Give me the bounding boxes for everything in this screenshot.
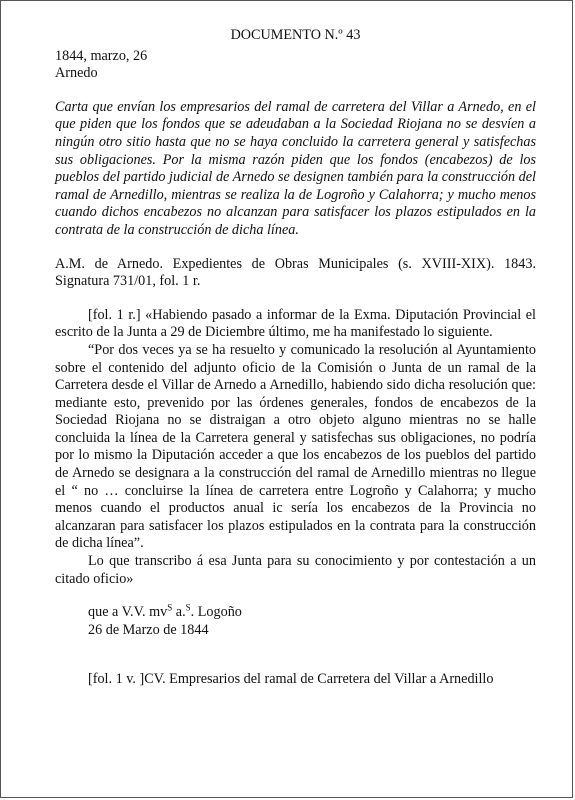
archive-reference: A.M. de Arnedo. Expedientes de Obras Municipales (s. XVIII-XIX). 1843. Signatura 731/01, fol. 1 r. [55, 255, 536, 290]
body-paragraph-3: Lo que transcribo á esa Junta para su conocimiento y por contestación a un citado oficio» [55, 553, 536, 587]
document-content [55, 27, 536, 689]
body-paragraph-2: “Por dos veces ya se ha resuelto y comunicado la resolución al Ayuntamiento sobre el contenido del adjunto oficio de la Comisión o Junta de un ramal de la Carretera desde el Villar de Arnedo a Arnedillo, habiendo sido dicha resolución que: mediante esto, prevenido por las órdenes generales, fondos de encabezos de la Sociedad Riojana no se distraigan a otro objeto alguno mientras no se halle concluida la línea de la Carretera general y satisfechas sus obligaciones, no podría por lo mismo la Diputación acceder a que los encabezos de los pueblos del partido de Arnedo se designara a la construcción del ramal de Arnedillo mientras no llegue el “ no … concluirse la línea de carretera entre Logroño y Calahorra; y mucho menos cuando el productos anual ic sería los encabezos de la Provincia no alcanzaran para satisfacer los plazos estipulados en la contrata para la construcción de dicha línea”. [55, 341, 536, 552]
document-date: 1844, marzo, 26 [55, 47, 148, 64]
body-paragraph-1: [fol. 1 r.] «Habiendo pasado a informar de la Exma. Diputación Provincial el escrito de la Junta a 29 de Diciembre último, me ha manifestado lo siguiente. [55, 306, 536, 341]
closing-date: 26 de Marzo de 1844 [88, 621, 209, 638]
document-summary: Carta que envían los empresarios del ramal de carretera del Villar a Arnedo, en el que piden que los fondos que se adeudaban a la Sociedad Riojana no se desvíen a ningún otro sitio hasta que no se haya concluido la carretera general y satisfechas sus obligaciones. Por la misma razón piden que los fondos (encabezos) de los pueblos del partido judicial de Arnedo se designen también para la construcción del ramal de Arnedillo, mientras se realiza la de Logroño y Calahorra; y mucho menos cuando dichos encabezos no alcanzan para satisfacer los plazos estipulados en la contrata de la construcción de dicha línea. [55, 98, 536, 238]
document-title: DOCUMENTO N.º 43 [230, 27, 361, 43]
closing-salutation: que a V.V. $mv^S$ a.$^S$. Logoño [88, 602, 242, 621]
transcription-body [55, 307, 536, 589]
document-place: Arnedo [55, 65, 98, 82]
closing-block [88, 604, 536, 639]
folio-verso-note: [fol. 1 v. ]CV. Empresarios del ramal de Carretera del Villar a Arnedillo [88, 671, 494, 688]
